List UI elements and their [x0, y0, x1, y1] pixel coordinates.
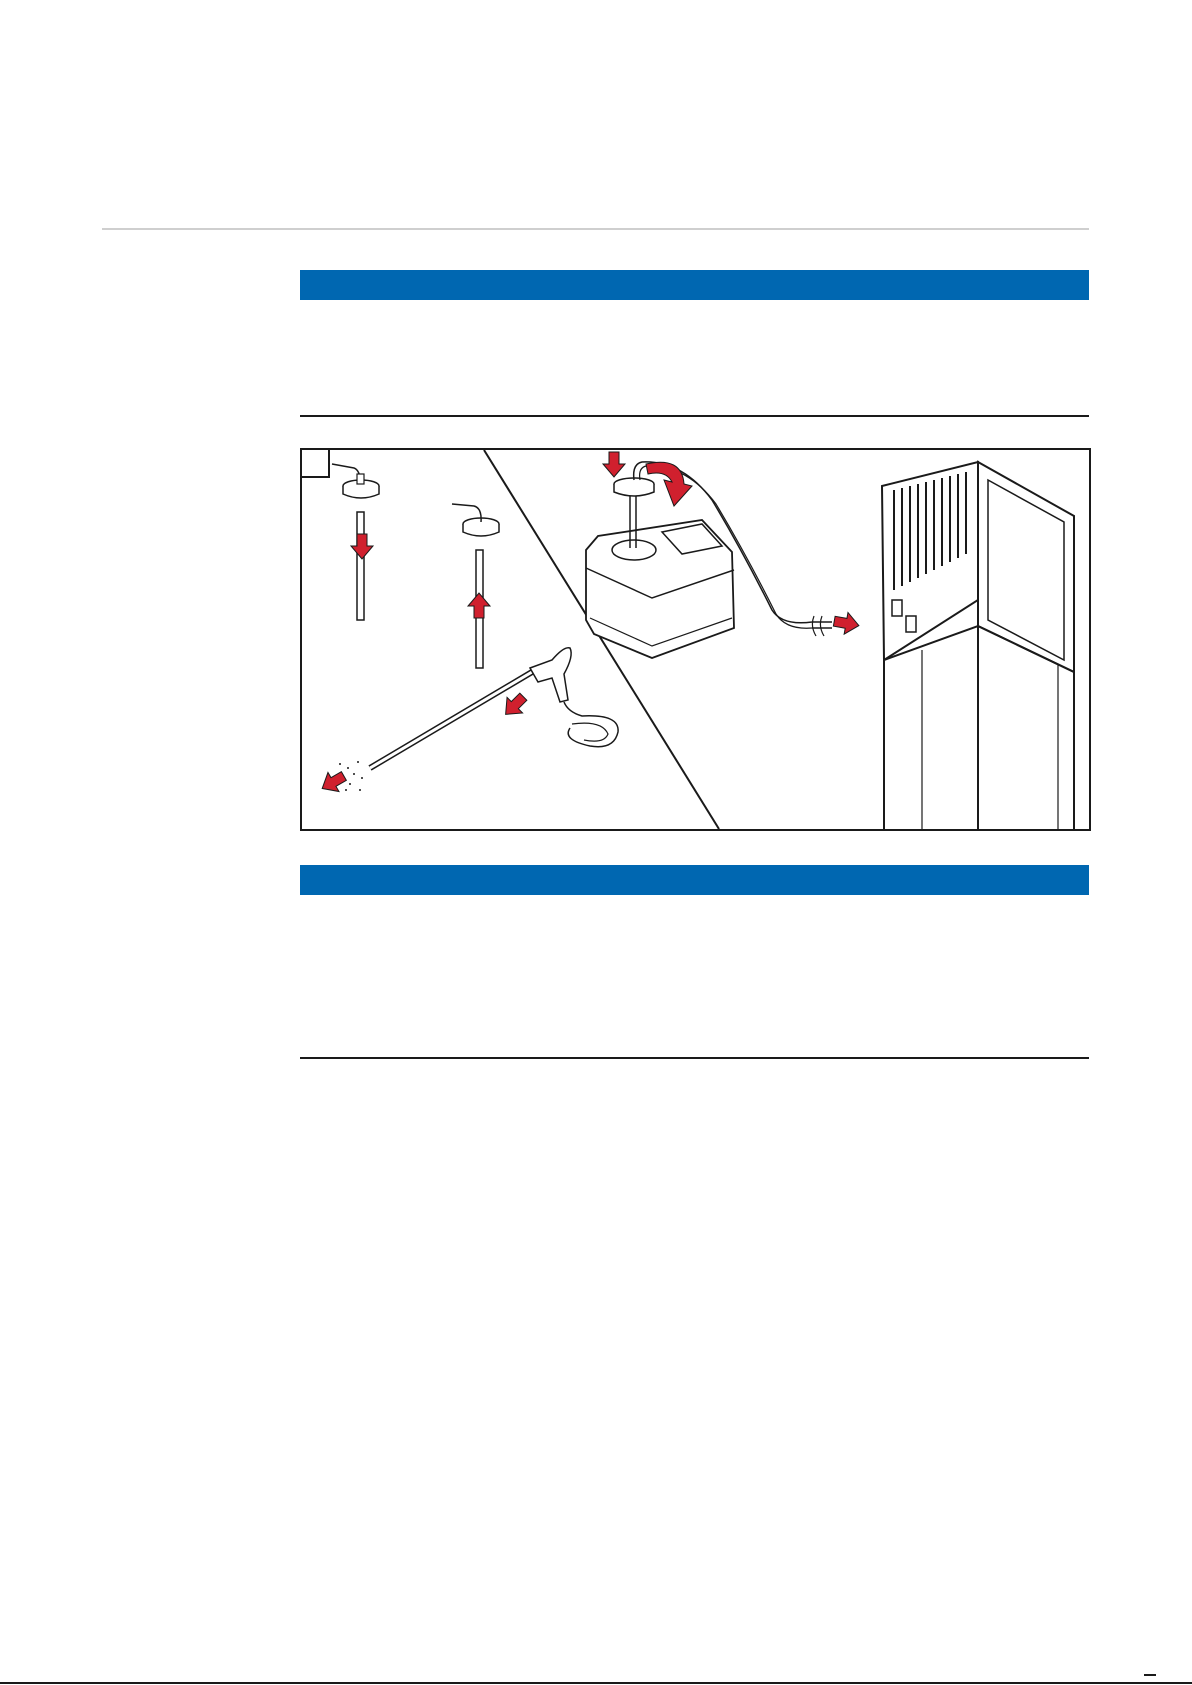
notice-2-bottom-rule [300, 1057, 1089, 1059]
cap-icon [332, 464, 379, 498]
notice-banner-1-label [300, 276, 310, 293]
air-gun-icon [339, 648, 618, 791]
illustration-drawing [302, 450, 1089, 829]
canister-icon [586, 462, 832, 658]
arrow-icon [317, 766, 350, 798]
arrow-icon [351, 534, 373, 559]
notice-1-bottom-rule [300, 415, 1089, 417]
arrow-icon [603, 452, 625, 477]
instruction-illustration [300, 448, 1091, 831]
step-number-badge [302, 450, 330, 478]
notice-banner-1 [300, 270, 1089, 300]
notice-banner-2-label [300, 871, 310, 888]
notice-banner-2 [300, 865, 1089, 895]
header-divider [102, 228, 1089, 230]
arrow-icon [832, 610, 860, 636]
page-number-mark [1144, 1674, 1156, 1676]
device-icon [882, 462, 1074, 829]
arrow-icon [498, 689, 531, 722]
cap-icon [452, 504, 499, 536]
footer-rule [0, 1682, 1192, 1684]
arrow-icon [468, 593, 490, 618]
tube-icon [357, 512, 364, 620]
